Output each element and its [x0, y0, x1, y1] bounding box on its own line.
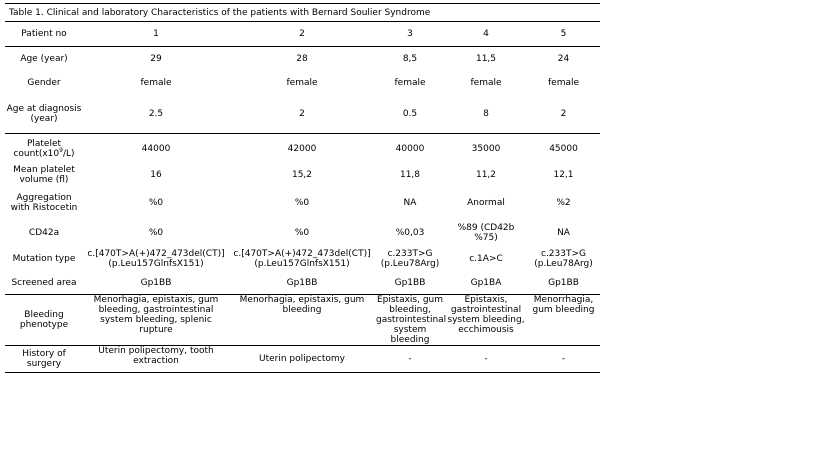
- cell: 40000: [395, 144, 425, 154]
- cell: 44000: [141, 144, 171, 154]
- table-row: [5, 95, 600, 134]
- cell: -: [375, 346, 445, 373]
- cell: 2.5: [83, 95, 229, 134]
- cell: Menorhagia, epistaxis, gum bleeding, gastrointestinal system bleeding, splenic rupture: [83, 295, 229, 346]
- row-label-mpv: Mean platelet volume (fl): [13, 165, 75, 185]
- cell: c.233T>G (p.Leu78Arg): [534, 249, 593, 269]
- cell: %0,03: [395, 228, 425, 238]
- table-row: [5, 71, 600, 95]
- cell: -: [445, 346, 527, 373]
- cell: 24: [557, 54, 570, 64]
- table-row: [5, 164, 600, 186]
- row-label-age: Age (year): [20, 54, 68, 64]
- cell: c.233T>G (p.Leu78Arg): [380, 249, 440, 269]
- row-label-age-diagnosis: Age at diagnosis (year): [5, 95, 83, 134]
- cell: 29: [150, 54, 162, 64]
- row-label-gender: Gender: [27, 78, 61, 88]
- table-header-row: [5, 22, 600, 47]
- cell: 2: [229, 95, 375, 134]
- platelet-label-b: /L): [62, 149, 75, 159]
- cell: Uterin polipectomy: [229, 346, 375, 373]
- cell: 42000: [287, 144, 317, 154]
- cell: %0: [148, 228, 164, 238]
- row-label-screened: Screened area: [5, 272, 83, 295]
- cell: female: [394, 78, 426, 88]
- cell: Menorrhagia, gum bleeding: [527, 295, 600, 346]
- cell: female: [547, 78, 580, 88]
- table-row: [5, 272, 600, 295]
- cell: %0: [294, 198, 310, 208]
- cell: female: [286, 78, 318, 88]
- cell: %89 (CD42b %75): [457, 223, 515, 243]
- table-row: [5, 246, 600, 272]
- cell: -: [527, 346, 600, 373]
- cell: c.1A>C: [469, 254, 503, 264]
- cell: 11,5: [475, 54, 497, 64]
- cell: Gp1BB: [375, 272, 445, 295]
- row-label-mutation: Mutation type: [12, 254, 76, 264]
- table-row: [5, 346, 600, 373]
- cell: 8,5: [402, 54, 418, 64]
- table-row: [5, 295, 600, 346]
- cell: Gp1BB: [229, 272, 375, 295]
- clinical-table: [5, 3, 600, 373]
- cell: Gp1BA: [445, 272, 527, 295]
- cell: 0.5: [375, 95, 445, 134]
- cell: Menorhagia, epistaxis, gum bleeding: [229, 295, 375, 346]
- cell: 45000: [549, 144, 578, 154]
- cell: 28: [296, 54, 308, 64]
- cell: Epistaxis, gum bleeding, gastrointestinal system bleeding: [376, 295, 447, 345]
- cell: 8: [445, 95, 527, 134]
- header-patient-2: 2: [229, 22, 375, 47]
- table-row: [5, 47, 600, 72]
- table-row: [5, 186, 600, 220]
- cell: %2: [556, 198, 571, 208]
- cell: female: [140, 78, 172, 88]
- cell: %0: [148, 198, 164, 208]
- header-patient-4: 4: [445, 22, 527, 47]
- cell: 35000: [471, 144, 501, 154]
- cell: Anormal: [467, 198, 505, 208]
- cell: 16: [150, 170, 162, 180]
- cell: NA: [403, 198, 417, 208]
- table-row: [5, 134, 600, 165]
- table-row: [5, 220, 600, 246]
- cell: 11,2: [475, 170, 497, 180]
- cell: 11,8: [399, 170, 421, 180]
- cell: 12,1: [553, 170, 574, 180]
- cell: Uterin polipectomy, tooth extraction: [83, 346, 229, 373]
- row-label-surgery: History of surgery: [5, 346, 83, 373]
- cell: Gp1BB: [527, 272, 600, 295]
- cell: female: [470, 78, 502, 88]
- cell: NA: [557, 228, 570, 238]
- cell: c.[470T>A(+)472_473del(CT)] (p.Leu157GlnfsX151): [87, 249, 225, 269]
- row-label-platelet: [5, 134, 83, 165]
- header-patient-3: 3: [375, 22, 445, 47]
- platelet-label-sup: 9: [59, 147, 63, 154]
- header-label: Patient no: [5, 22, 83, 47]
- row-label-cd42a: CD42a: [28, 228, 60, 238]
- cell: Epistaxis, gastrointestinal system bleeding, ecchimousis: [445, 295, 527, 346]
- header-patient-1: 1: [83, 22, 229, 47]
- platelet-label-a: Platelet count(x10: [13, 139, 62, 159]
- row-label-aggregation: Aggregation with Ristocetin: [10, 193, 78, 213]
- cell: Gp1BB: [83, 272, 229, 295]
- table-caption: Table 1. Clinical and laboratory Characteristics of the patients with Bernard Soulier Syndrome: [5, 4, 600, 22]
- cell: 15,2: [291, 170, 313, 180]
- cell: %0: [294, 228, 310, 238]
- header-patient-5: 5: [527, 22, 600, 47]
- row-label-bleeding: Bleeding phenotype: [5, 295, 83, 346]
- cell: 2: [527, 95, 600, 134]
- cell: c.[470T>A(+)472_473del(CT)] (p.Leu157GlnfsX151): [233, 249, 371, 269]
